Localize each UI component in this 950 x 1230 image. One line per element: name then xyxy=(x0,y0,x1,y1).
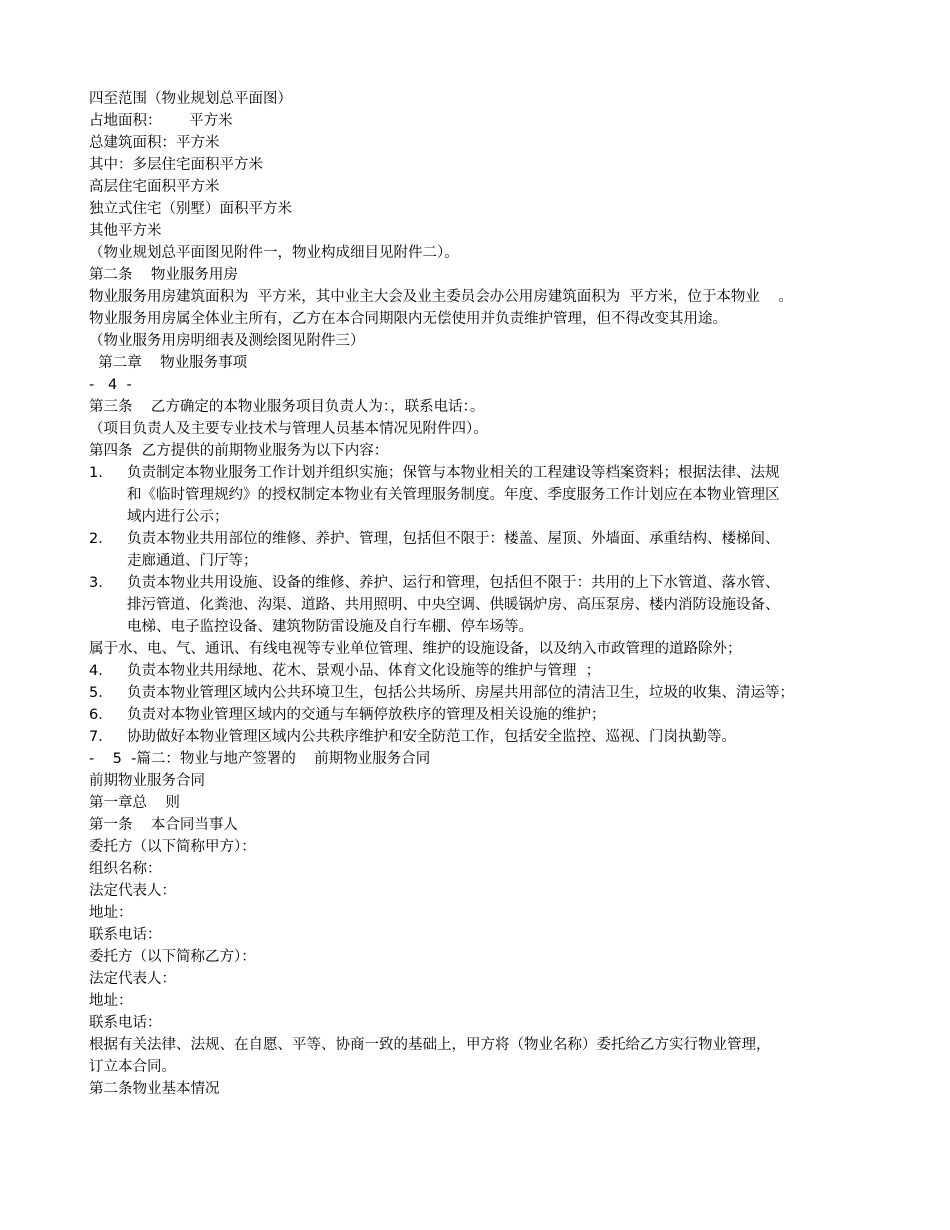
list-item xyxy=(89,572,889,638)
list-item xyxy=(89,660,889,682)
text-line: 物业服务用房属全体业主所有，乙方在本合同期限内无偿使用并负责维护管理，但不得改变其用途。 xyxy=(89,311,727,327)
text-line: 法定代表人： xyxy=(89,883,176,899)
list-number: 6． xyxy=(89,707,113,723)
text-line: 独立式住宅（别墅）面积平方米 xyxy=(89,201,292,217)
text-line: 四至范围（物业规划总平面图） xyxy=(89,91,292,107)
text-line: 组织名称： xyxy=(89,861,162,877)
list-number: 5． xyxy=(89,685,113,701)
text-line: 物业服务用房建筑面积为 平方米，其中业主大会及业主委员会办公用房建筑面积为 平方米，位于本物业 。 xyxy=(89,289,793,305)
text-line: 委托方（以下简称甲方）： xyxy=(89,839,256,855)
list-number: 3． xyxy=(89,575,113,591)
text-line: 根据有关法律、法规、在自愿、平等、协商一致的基础上，甲方将（物业名称）委托给乙方实行物业管理， xyxy=(89,1037,771,1053)
list-number: 2． xyxy=(89,531,113,547)
list-text: 负责本物业共用绿地、花木、景观小品、体育文化设施等的维护与管理 ； xyxy=(127,663,601,679)
text-line: 地址： xyxy=(89,905,133,921)
list-text: 负责对本物业管理区域内的交通与车辆停放秩序的管理及相关设施的维护； xyxy=(127,707,606,723)
article-heading: 第一条 本合同当事人 xyxy=(89,817,238,833)
list-text: 负责制定本物业服务工作计划并组织实施；保管与本物业相关的工程建设等档案资料；根据法律、法规 和《临时管理规约》的授权制定本物业有关管理服务制度。年度、季度服务工作计划应在本物业管理区 域内进行公示； xyxy=(127,465,780,525)
text-line: （物业规划总平面图见附件一，物业构成细目见附件二）。 xyxy=(89,245,459,261)
list-text: 负责本物业共用设施、设备的维修、养护、运行和管理，包括但不限于：共用的上下水管道、落水管、 排污管道、化粪池、沟渠、道路、共用照明、中央空调、供暖锅炉房、高压泵房、楼内消防设施设备、 电梯、电子监控设备、建筑物防雷设施及自行车棚、停车场等。 xyxy=(127,575,780,635)
text-line: 联系电话： xyxy=(89,1015,162,1031)
text-line: 联系电话： xyxy=(89,927,162,943)
document-body xyxy=(89,88,889,1100)
list-item xyxy=(89,726,889,748)
text-line: 其中：多层住宅面积平方米 xyxy=(89,157,263,173)
chapter-heading: 第二章 物业服务事项 xyxy=(89,355,248,371)
chapter-heading: 第一章总 则 xyxy=(89,795,180,811)
text-line: 委托方（以下简称乙方）： xyxy=(89,949,256,965)
text-line: 占地面积： 平方米 xyxy=(89,113,233,129)
text-line: 总建筑面积：平方米 xyxy=(89,135,220,151)
text-line: 地址： xyxy=(89,993,133,1009)
text-line: （物业服务用房明细表及测绘图见附件三） xyxy=(89,333,365,349)
text-line: （项目负责人及主要专业技术与管理人员基本情况见附件四）。 xyxy=(89,421,488,437)
text-line: 属于水、电、气、通讯、有线电视等专业单位管理、维护的设施设备，以及纳入市政管理的道路除外； xyxy=(89,641,742,657)
page-number: - 4 - xyxy=(89,377,132,393)
list-item xyxy=(89,704,889,726)
section-divider-line: - 5 -篇二：物业与地产签署的 前期物业服务合同 xyxy=(89,751,431,767)
list-item xyxy=(89,462,889,528)
list-number: 1． xyxy=(89,465,113,481)
text-line: 订立本合同。 xyxy=(89,1059,176,1075)
list-text: 负责本物业管理区域内公共环境卫生，包括公共场所、房屋共用部位的清洁卫生，垃圾的收集、清运等； xyxy=(127,685,794,701)
text-line: 其他平方米 xyxy=(89,223,162,239)
article-heading: 第三条 乙方确定的本物业服务项目负责人为：，联系电话：。 xyxy=(89,399,485,415)
list-text: 协助做好本物业管理区域内公共秩序维护和安全防范工作，包括安全监控、巡视、门岗执勤等。 xyxy=(127,729,736,745)
document-title: 前期物业服务合同 xyxy=(89,773,205,789)
article-heading: 第二条 物业服务用房 xyxy=(89,267,238,283)
list-number: 7． xyxy=(89,729,113,745)
article-heading: 第二条物业基本情况 xyxy=(89,1081,220,1097)
list-text: 负责本物业共用部位的维修、养护、管理，包括但不限于：楼盖、屋顶、外墙面、承重结构、楼梯间、 走廊通道、门厅等； xyxy=(127,531,780,569)
list-number: 4． xyxy=(89,663,113,679)
list-item xyxy=(89,528,889,572)
list-item xyxy=(89,682,889,704)
article-heading: 第四条 乙方提供的前期物业服务为以下内容： xyxy=(89,443,389,459)
text-line: 高层住宅面积平方米 xyxy=(89,179,220,195)
text-line: 法定代表人： xyxy=(89,971,176,987)
